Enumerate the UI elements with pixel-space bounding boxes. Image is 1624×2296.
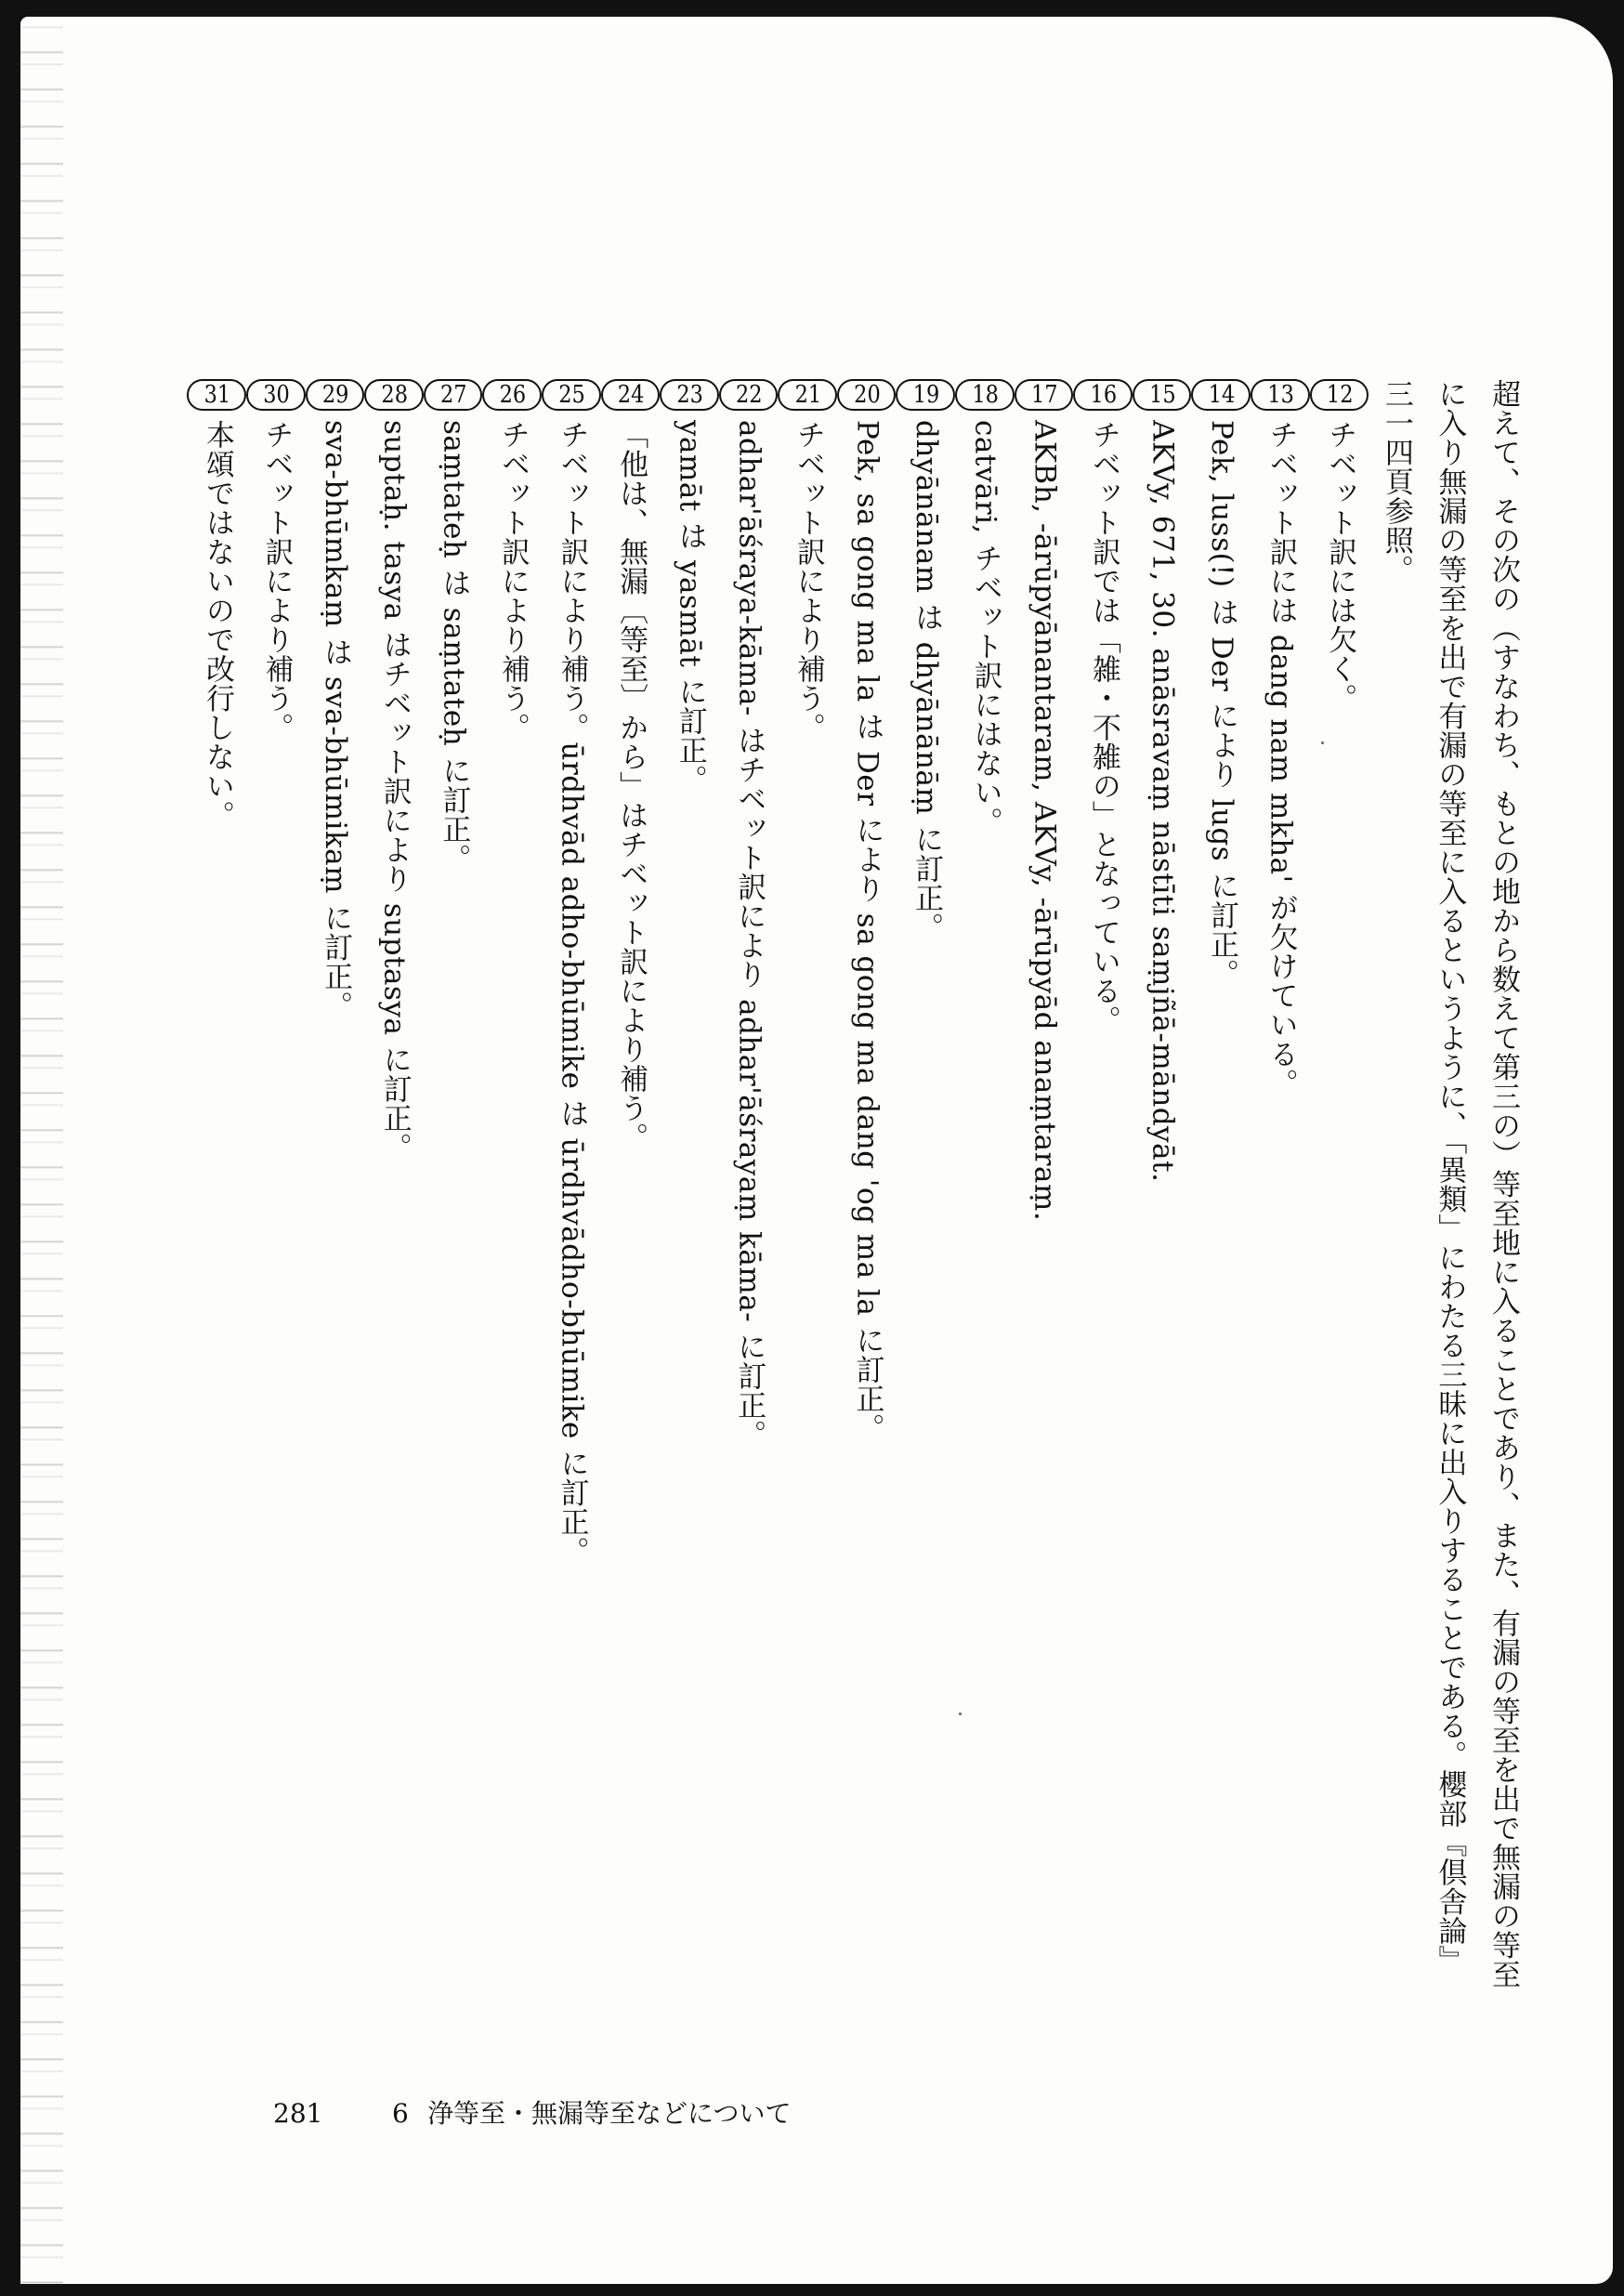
footnote-number: 20 (837, 379, 897, 411)
footnote-13 (1251, 379, 1310, 1996)
footnote-25 (542, 379, 601, 1996)
footnote-text: Pek, sa gong ma la は Der により sa gong ma dang 'og ma la に訂正。 (850, 420, 884, 1443)
footnote-number: 22 (719, 379, 779, 411)
footnote-number: 21 (778, 379, 837, 411)
footnote-20 (837, 379, 897, 1996)
footnote-number: 14 (1191, 379, 1251, 411)
footnote-number: 23 (660, 379, 719, 411)
footnote-text: チベット訳には欠く。 (1323, 420, 1357, 713)
footnote-number: 15 (1133, 379, 1192, 411)
footnote-28 (364, 379, 424, 1996)
footnote-12 (1310, 379, 1369, 1996)
footnote-text: チベット訳では「雑・不雑の」となっている。 (1086, 420, 1120, 1035)
footnote-text: チベット訳には dang nam mkha' が欠けている。 (1264, 420, 1298, 1098)
footnote-number: 17 (1015, 379, 1074, 411)
footnote-text: saṃtateḥ は saṃtateḥ に訂正。 (437, 420, 471, 873)
footnote-number: 19 (896, 379, 955, 411)
footnote-text: AKBh, -ārūpyānantaram, AKVy, -ārūpyād anaṃtaraṃ. (1028, 420, 1062, 1222)
footnote-27 (424, 379, 483, 1996)
footnote-number: 28 (364, 379, 424, 411)
footnote-text: チベット訳により補う。 (791, 420, 825, 742)
vertical-text-block (187, 379, 1529, 1996)
footnote-number: 29 (306, 379, 365, 411)
footnote-text: yamāt は yasmāt に訂正。 (673, 420, 707, 794)
scan-speck (959, 1712, 962, 1715)
chapter-number: 6 (392, 2098, 409, 2129)
footnote-31 (187, 379, 246, 1996)
footnote-text: suptaḥ. tasya はチベット訳により suptasya に訂正。 (377, 420, 412, 1162)
footnote-number: 13 (1251, 379, 1310, 411)
footnote-26 (482, 379, 542, 1996)
footnote-16 (1073, 379, 1133, 1996)
footnote-text: 「他は、無漏〔等至〕から」はチベット訳により補う。 (614, 420, 648, 1152)
body-line-1: 超えて、その次の（すなわち、もとの地から数えて第三の）等至地に入ることであり、また、有漏の等至を出で無漏の等至 (1486, 379, 1520, 1989)
footnote-24 (601, 379, 661, 1996)
footnote-29 (306, 379, 365, 1996)
page-number: 281 (273, 2098, 323, 2129)
footnote-text: チベット訳により補う。 (495, 420, 530, 742)
page-footer (273, 2093, 791, 2131)
footnote-21 (778, 379, 837, 1996)
footnote-22 (719, 379, 779, 1996)
scan-speck (1321, 741, 1324, 744)
footnote-text: sva-bhūmkaṃ は sva-bhūmikaṃ に訂正。 (319, 420, 353, 1021)
footnote-number: 18 (955, 379, 1015, 411)
footnote-number: 12 (1310, 379, 1369, 411)
footnote-19 (896, 379, 955, 1996)
footnote-text: チベット訳により補う。 (259, 420, 294, 742)
footnote-text: チベット訳により補う。ūrdhvād adho-bhūmike は ūrdhvādho-bhūmike に訂正。 (555, 420, 589, 1567)
footnote-text: Pek, luss(!) は Der により lugs に訂正。 (1205, 420, 1239, 989)
footnote-15 (1133, 379, 1192, 1996)
footnote-30 (246, 379, 306, 1996)
footnote-number: 25 (542, 379, 601, 411)
footnote-number: 16 (1073, 379, 1133, 411)
footnote-number: 30 (246, 379, 306, 411)
footnote-14 (1191, 379, 1251, 1996)
footnote-text: adhar'āśraya-kāma- はチベット訳により adhar'āśrayaṃ kāma- に訂正。 (732, 420, 766, 1450)
footnote-17 (1015, 379, 1074, 1996)
chapter-title: 浄等至・無漏等至などについて (427, 2098, 792, 2129)
footnote-number: 27 (424, 379, 483, 411)
footnote-18 (955, 379, 1015, 1996)
footnote-text: 本頌ではないので改行しない。 (200, 420, 234, 830)
footnote-number: 26 (482, 379, 542, 411)
footnote-text: dhyānānam は dhyānānāṃ に訂正。 (910, 420, 944, 942)
footnote-23 (660, 379, 719, 1996)
footnote-text: catvāri, チベット訳にはない。 (968, 420, 1002, 837)
body-line-3: 三一四頁参照。 (1379, 379, 1413, 584)
footnote-number: 31 (187, 379, 246, 411)
body-line-2: に入り無漏の等至を出で有漏の等至に入るというように、「異類」にわたる三昧に出入りすることである。櫻部『倶舎論』 (1433, 379, 1467, 1975)
page-edge-shadow (20, 17, 63, 2284)
book-page (20, 17, 1613, 2284)
footnote-number: 24 (601, 379, 661, 411)
footnote-text: AKVy, 671, 30. anāsravaṃ nāstīti saṃjñā-māndyāt. (1146, 420, 1180, 1183)
